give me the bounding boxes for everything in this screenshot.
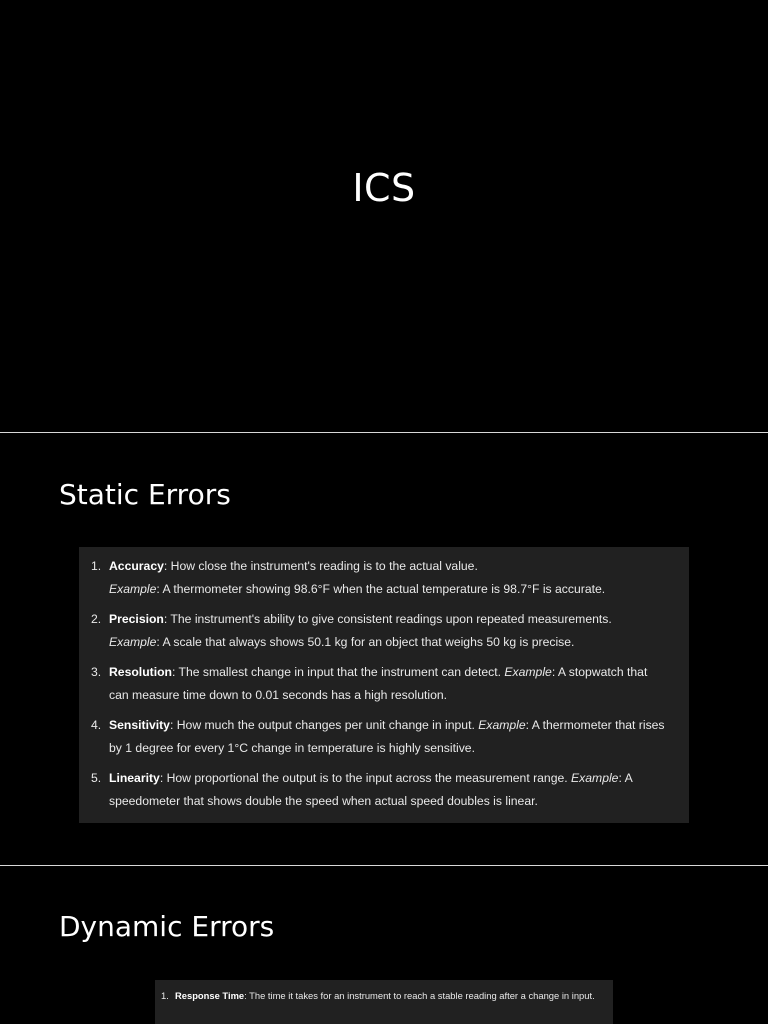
content-panel	[155, 980, 613, 1024]
item-term: Accuracy	[109, 559, 164, 573]
item-number: 1.	[91, 559, 102, 573]
list-item	[91, 714, 669, 760]
list-item	[91, 555, 669, 601]
item-number: 1.	[161, 990, 169, 1001]
example-label: Example	[478, 718, 526, 732]
example-label: Example	[504, 665, 552, 679]
example-text: : A scale that always shows 50.1 kg for an object that weighs 50 kg is precise.	[156, 635, 575, 649]
example-label: Example	[109, 635, 157, 649]
item-number: 5.	[91, 771, 102, 785]
item-term: Linearity	[109, 771, 160, 785]
item-term: Precision	[109, 612, 164, 626]
item-description: : The instrument's ability to give consistent readings upon repeated measurements.	[163, 612, 612, 626]
static-errors-list	[91, 555, 669, 813]
list-item	[161, 987, 603, 1004]
dynamic-errors-slide[interactable]	[0, 866, 768, 1024]
example-label: Example	[109, 582, 157, 596]
item-term: Response Time	[175, 990, 245, 1001]
example-text: : A thermometer that rises by 1 degree for every 1°C change in temperature is highly sensitive.	[109, 718, 665, 755]
item-description: : The smallest change in input that the instrument can detect.	[171, 665, 501, 679]
item-number: 2.	[91, 612, 102, 626]
slide-heading: Dynamic Errors	[59, 910, 275, 943]
example-label: Example	[571, 771, 619, 785]
item-description: : How much the output changes per unit change in input.	[169, 718, 475, 732]
item-description: : How close the instrument's reading is to the actual value.	[163, 559, 478, 573]
list-item	[91, 767, 669, 813]
item-term: Sensitivity	[109, 718, 170, 732]
static-errors-slide[interactable]	[0, 433, 768, 865]
item-number: 3.	[91, 665, 102, 679]
slide-title: ICS	[352, 166, 416, 210]
dynamic-errors-list	[161, 987, 603, 1004]
example-text: : A stopwatch that can measure time down to 0.01 seconds has a high resolution.	[109, 665, 648, 702]
list-item	[91, 661, 669, 707]
example-text: : A thermometer showing 98.6°F when the actual temperature is 98.7°F is accurate.	[156, 582, 606, 596]
slide-heading: Static Errors	[59, 478, 231, 511]
item-term: Resolution	[109, 665, 172, 679]
item-description: : The time it takes for an instrument to reach a stable reading after a change in input.	[244, 990, 595, 1001]
content-panel	[79, 547, 689, 823]
list-item	[91, 608, 669, 654]
title-slide[interactable]	[0, 0, 768, 432]
item-description: : How proportional the output is to the input across the measurement range.	[159, 771, 568, 785]
example-text: : A speedometer that shows double the speed when actual speed doubles is linear.	[109, 771, 633, 808]
item-number: 4.	[91, 718, 102, 732]
